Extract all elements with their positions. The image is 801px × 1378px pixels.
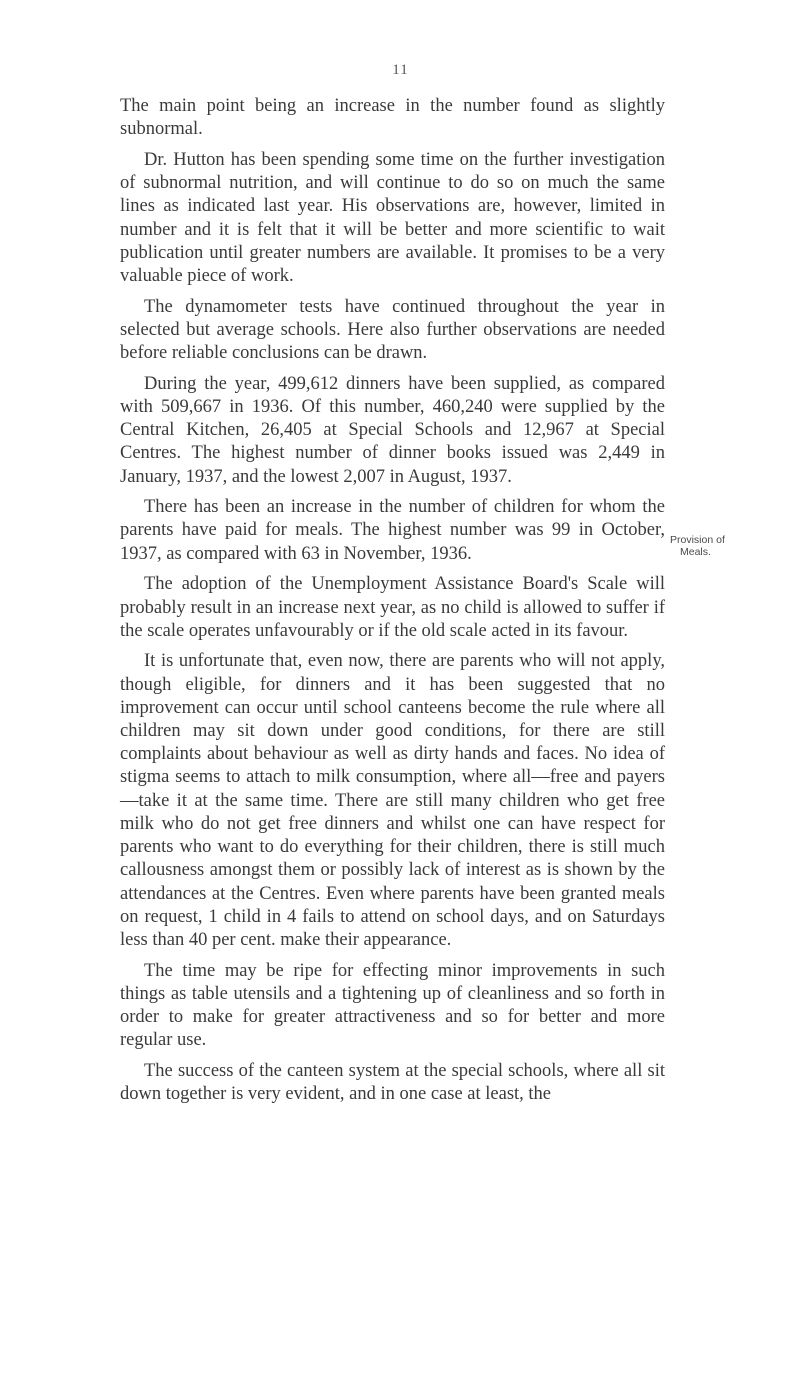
paragraph: There has been an increase in the number of children for whom the parents have paid for meals. The highest number was 99 in October, 1937, as compared with 63 in November, 1936. bbox=[120, 497, 665, 564]
paragraph: The dynamometer tests have continued throughout the year in selected but average schools. Here also further observations are needed before reliable conclusions can be drawn. bbox=[120, 296, 665, 364]
margin-note bbox=[670, 534, 740, 558]
margin-note-line: Provision of bbox=[670, 534, 725, 546]
paragraph: The adoption of the Unemployment Assistance Board's Scale will probably result in an increase next year, as no child is allowed to suffer if the scale operates unfavourably or if the old scale acted in its favour. bbox=[120, 574, 665, 641]
margin-note-line: Meals. bbox=[680, 546, 711, 558]
paragraph: The main point being an increase in the number found as slightly subnormal. bbox=[120, 96, 665, 140]
page-number: 11 bbox=[392, 62, 409, 78]
paragraph: The success of the canteen system at the special schools, where all sit down together is very evident, and in one case at least, the bbox=[120, 1060, 665, 1105]
body-text bbox=[120, 95, 665, 1114]
paragraph: During the year, 499,612 dinners have been supplied, as compared with 509,667 in 1936. Of this number, 460,240 were supplied by the Central Kitchen, 26,405 at Special Schools and 12,967 at Special Centres. The highest number of dinner books issued was 2,449 in January, 1937, and the lowest 2,007 in August, 1937. bbox=[120, 373, 665, 487]
paragraph: It is unfortunate that, even now, there are parents who will not apply, though eligible, for dinners and it has been suggested that no improvement can occur until school canteens become the rule where all children may sit down under good conditions, for there are still complaints about behaviour as well as dirty hands and faces. No idea of stigma seems to attach to milk consumption, where all—free and payers—take it at the same time. There are still many children who get free milk who do not get free dinners and whilst one can have respect for parents who want to do everything for their children, there is still much callousness amongst them or possibly lack of interest as is shown by the attendances at the Centres. Even where parents have been granted meals on request, 1 child in 4 fails to attend on school days, and on Saturdays less than 40 per cent. make their appearance. bbox=[120, 651, 665, 950]
paragraph: Dr. Hutton has been spending some time on the further investigation of subnormal nutrition, and will continue to do so on much the same lines as indicated last year. His observations are, however, limited in number and it is felt that it will be better and more scientific to wait publication until greater numbers are available. It promises to be a very valuable piece of work. bbox=[120, 149, 665, 286]
paragraph: The time may be ripe for effecting minor improvements in such things as table utensils and a tightening up of cleanliness and so forth in order to make for greater attractiveness and so for better and more regular use. bbox=[120, 960, 665, 1051]
